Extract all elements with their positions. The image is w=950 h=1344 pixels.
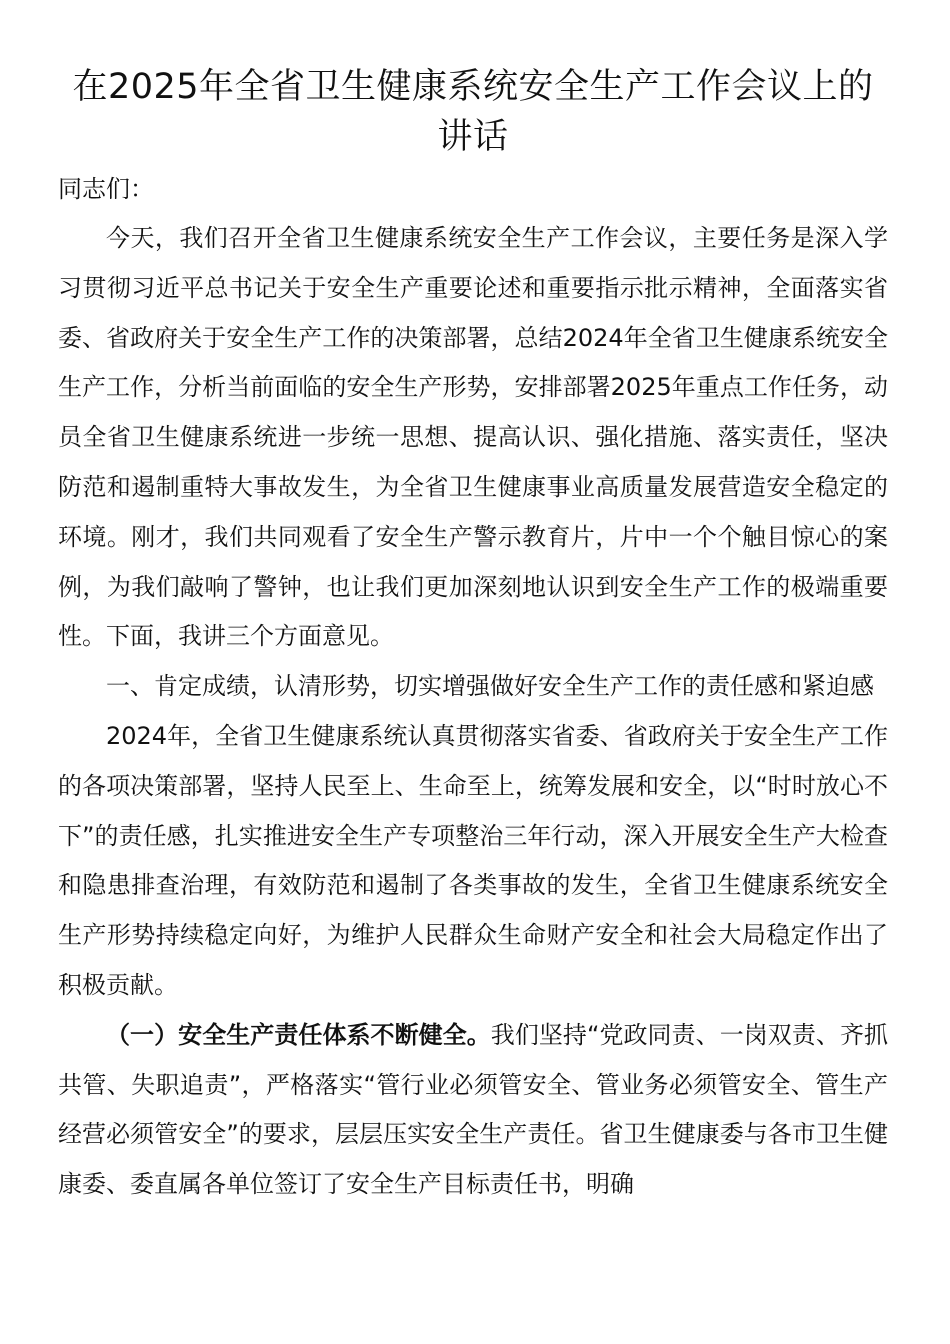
- intro-paragraph: 今天，我们召开全省卫生健康系统安全生产工作会议，主要任务是深入学习贯彻习近平总书记关于安全生产重要论述和重要指示批示精神，全面落实省委、省政府关于安全生产工作的决策部署，总结2024年全省卫生健康系统安全生产工作，分析当前面临的安全生产形势，安排部署2025年重点工作任务，动员全省卫生健康系统进一步统一思想、提高认识、强化措施、落实责任，坚决防范和遏制重特大事故发生，为全省卫生健康事业高质量发展营造安全稳定的环境。刚才，我们共同观看了安全生产警示教育片，片中一个个触目惊心的案例，为我们敲响了警钟，也让我们更加深刻地认识到安全生产工作的极端重要性。下面，我讲三个方面意见。: [58, 224, 888, 651]
- subsection-1-text: 我们坚持“党政同责、一岗双责、齐抓共管、失职追责”，严格落实“管行业必须管安全、管业务必须管安全、管生产经营必须管安全”的要求，层层压实安全生产责任。省卫生健康委与各市卫生健康委、委直属各单位签订了安全生产目标责任书，明确: [58, 1020, 888, 1199]
- subsection-1-lead: （一）安全生产责任体系不断健全。: [106, 1020, 491, 1049]
- salutation: 同志们：: [58, 175, 154, 203]
- section-1-paragraph: 2024年，全省卫生健康系统认真贯彻落实省委、省政府关于安全生产工作的各项决策部署，坚持人民至上、生命至上，统筹发展和安全，以“时时放心不下”的责任感，扎实推进安全生产专项整治三年行动，深入开展安全生产大检查和隐患排查治理，有效防范和遏制了各类事故的发生，全省卫生健康系统安全生产形势持续稳定向好，为维护人民群众生命财产安全和社会大局稳定作出了积极贡献。: [58, 721, 888, 999]
- document-page: [58, 62, 888, 1210]
- subsection-1-paragraph: [58, 1011, 888, 1210]
- section-heading-1: 一、肯定成绩，认清形势，切实增强做好安全生产工作的责任感和紧迫感: [106, 672, 874, 701]
- document-title: 在2025年全省卫生健康系统安全生产工作会议上的讲话: [72, 67, 874, 157]
